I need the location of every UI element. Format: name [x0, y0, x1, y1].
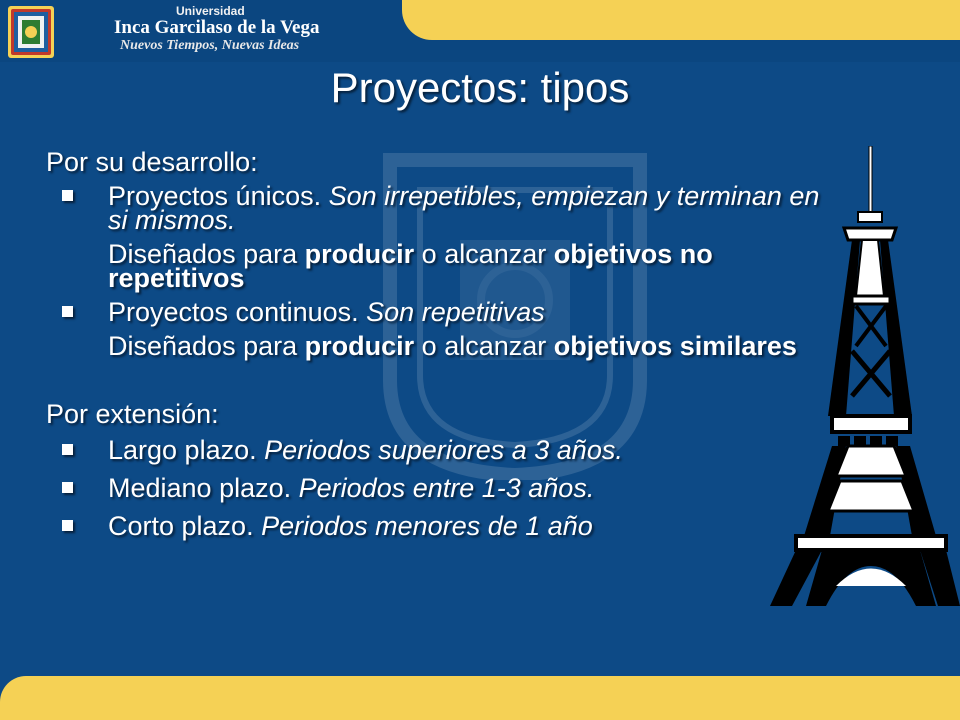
- square-bullet-icon: [62, 306, 73, 317]
- footer-accent-bar: [0, 676, 960, 720]
- university-title: [114, 4, 404, 54]
- square-bullet-icon: [62, 482, 73, 493]
- university-line2: Inca Garcilaso de la Vega: [114, 17, 320, 38]
- subtext-bold: objetivos no repetitivos: [108, 239, 713, 293]
- subtext-part: o alcanzar: [421, 331, 547, 361]
- university-seal-icon: [8, 6, 108, 58]
- list-item-proyectos-continuos: [46, 297, 846, 327]
- square-bullet-icon: [62, 190, 73, 201]
- subtext-part: Diseñados para: [108, 239, 298, 269]
- slide-content: [46, 146, 846, 541]
- list-item-largo-plazo: [46, 435, 846, 465]
- item-label: Mediano plazo.: [108, 473, 292, 503]
- university-motto: Nuevos Tiempos, Nuevas Ideas: [120, 38, 300, 53]
- eiffel-tower-icon: [766, 146, 960, 608]
- subtext-bold: objetivos similares: [553, 331, 797, 361]
- list-subtext-unicos: [46, 239, 846, 293]
- item-description: Son irrepetibles, empiezan y terminan en si mismos.: [108, 181, 820, 235]
- item-description: Periodos menores de 1 año: [261, 511, 593, 541]
- header-accent-bar: [402, 0, 960, 40]
- list-item-mediano-plazo: [46, 473, 846, 503]
- subtext-part: Diseñados para: [108, 331, 298, 361]
- university-line1: Universidad: [176, 4, 245, 18]
- square-bullet-icon: [62, 520, 73, 531]
- list-item-proyectos-unicos: [46, 181, 846, 235]
- item-description: Periodos entre 1-3 años.: [298, 473, 595, 503]
- item-description: Periodos superiores a 3 años.: [264, 435, 623, 465]
- item-label: Proyectos continuos.: [108, 297, 359, 327]
- subtext-part: o alcanzar: [421, 239, 547, 269]
- list-subtext-continuos: [46, 331, 846, 361]
- item-label: Largo plazo.: [108, 435, 257, 465]
- item-description: Son repetitivas: [366, 297, 545, 327]
- list-item-corto-plazo: [46, 511, 846, 541]
- item-label: Corto plazo.: [108, 511, 254, 541]
- subtext-bold: producir: [304, 239, 415, 269]
- section-extension-heading: Por extensión:: [46, 399, 219, 429]
- slide-title: Proyectos: tipos: [330, 64, 630, 111]
- square-bullet-icon: [62, 444, 73, 455]
- subtext-bold: producir: [304, 331, 415, 361]
- section-desarrollo-heading: Por su desarrollo:: [46, 147, 258, 177]
- item-label: Proyectos únicos.: [108, 181, 322, 211]
